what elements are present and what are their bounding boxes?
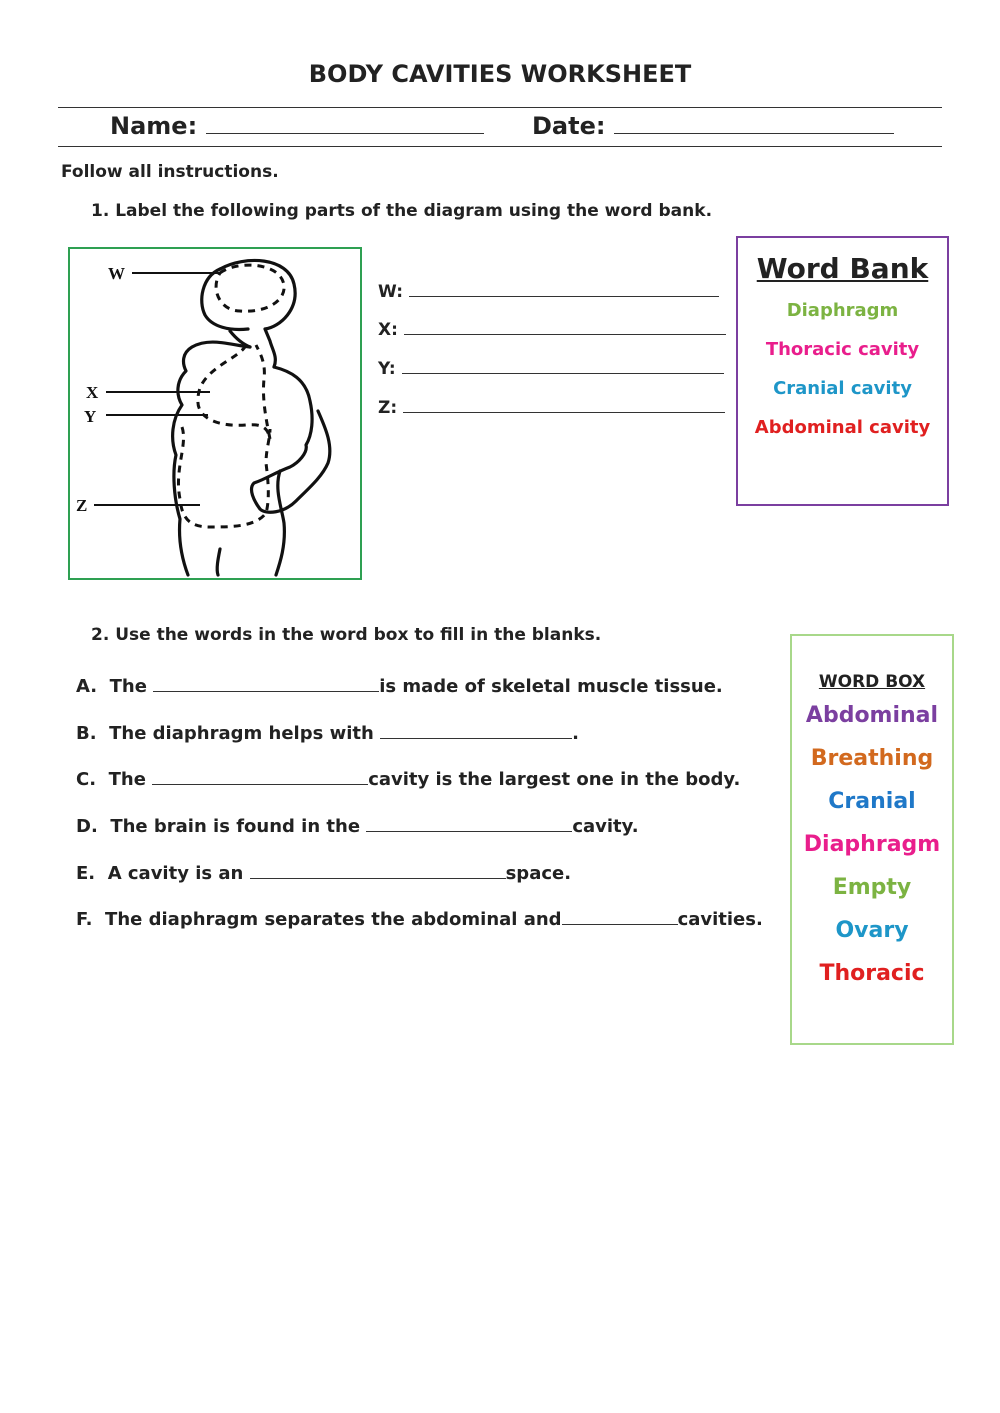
sentence-text: The diaphragm separates the abdominal and [105,909,562,930]
word-box [790,634,954,1045]
top-divider [58,107,942,108]
blank-field[interactable] [366,815,572,832]
word-bank-item: Abdominal cavity [754,417,931,438]
blank-field[interactable] [562,908,678,925]
word-box-item: Cranial [828,789,916,814]
label-y: Y [84,407,97,426]
name-row [110,112,484,140]
name-field[interactable] [206,117,484,134]
sentence-text: The [109,676,154,697]
instructions: Follow all instructions. [61,162,279,182]
word-box-item: Thoracic [819,961,925,986]
header-divider [58,146,942,147]
label-x: X [86,383,99,402]
answer-x [378,318,726,340]
answer-x-label: X: [378,320,398,340]
answer-x-field[interactable] [404,318,726,335]
word-bank-item: Diaphragm [786,300,899,321]
sentence-letter: F. [76,909,93,930]
sentence-a [76,675,723,697]
answer-w-field[interactable] [409,280,719,297]
torso-outline [173,342,250,575]
word-bank-item: Thoracic cavity [765,339,920,360]
word-box-item: Abdominal [805,703,939,728]
answer-y-field[interactable] [402,357,724,374]
sentence-text: is made of skeletal muscle tissue. [379,676,723,697]
word-box-item: Ovary [835,918,909,943]
q2-prompt: 2. Use the words in the word box to fill in the blanks. [91,625,602,645]
cranial-cavity [216,265,284,311]
answer-z [378,396,725,418]
blank-field[interactable] [153,675,379,692]
sentence-text: The diaphragm helps with [109,723,381,744]
blank-field[interactable] [380,722,572,739]
word-box-item: Empty [832,875,912,900]
sentence-e [76,862,571,884]
sentence-d [76,815,639,837]
sentence-text: space. [505,863,572,884]
sentence-text: cavity. [572,816,639,837]
head-outline [220,260,295,367]
label-w: W [108,264,125,283]
sentence-c [76,768,740,790]
date-row [532,112,894,140]
blank-field[interactable] [152,768,368,785]
word-box-item: Diaphragm [803,832,941,857]
page-title: BODY CAVITIES WORKSHEET [308,60,692,88]
answer-z-field[interactable] [403,396,725,413]
q1-prompt: 1. Label the following parts of the diagram using the word bank. [91,201,713,221]
sentence-text: cavity is the largest one in the body. [368,769,741,790]
sentence-text: cavities. [677,909,763,930]
sentence-text: A cavity is an [107,863,250,884]
sentence-f [76,908,763,930]
sentence-letter: E. [76,863,96,884]
word-bank-item: Cranial cavity [773,378,912,399]
sentence-letter: A. [76,676,98,697]
sentence-b [76,722,579,744]
body-diagram [68,247,362,580]
sentence-letter: D. [76,816,98,837]
word-bank [736,236,949,506]
word-box-title: WORD BOX [818,672,926,692]
answer-z-label: Z: [378,398,398,418]
answer-w [378,280,719,302]
date-label: Date: [532,112,614,140]
answer-w-label: W: [378,282,404,302]
word-box-item: Breathing [810,746,934,771]
answer-y-label: Y: [378,359,396,379]
answer-y [378,357,724,379]
name-label: Name: [110,112,206,140]
sentence-letter: B. [76,723,97,744]
sentence-text: . [572,723,579,744]
body-outline [70,249,360,578]
word-bank-title: Word Bank [756,252,929,285]
label-z: Z [76,496,88,515]
sentence-text: The [108,769,153,790]
date-field[interactable] [614,117,894,134]
sentence-letter: C. [76,769,97,790]
sentence-text: The brain is found in the [110,816,367,837]
abdominal-cavity [178,427,270,527]
blank-field[interactable] [250,862,506,879]
